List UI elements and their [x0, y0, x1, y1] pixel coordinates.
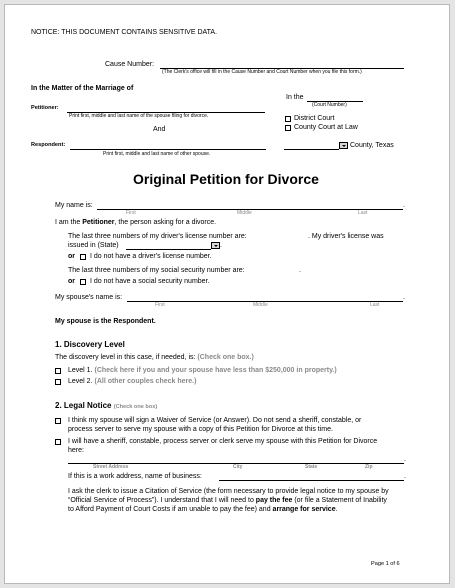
discovery-intro: The discovery level in this case, if needed, is: (Check one box.) — [55, 354, 254, 361]
waiver-text-1: I think my spouse will sign a Waiver of Service (or Answer). Do not send a sheriff, constable, or — [68, 417, 362, 424]
zip-hint: Zip — [365, 464, 373, 470]
respondent-statement: My spouse is the Respondent. — [55, 318, 156, 325]
waiver-text-2: process server to serve my spouse with a copy of this Petition for Divorce at this time. — [68, 426, 333, 433]
level2-checkbox[interactable] — [55, 379, 61, 385]
first-name-hint: First — [126, 210, 136, 216]
level1-label: Level 1. (Check here if you and your spouse have less than $250,000 in property.) — [68, 367, 337, 374]
ssn-period: . — [299, 267, 301, 274]
county-dropdown-icon[interactable] — [339, 142, 348, 149]
respondent-name-field[interactable] — [70, 149, 266, 150]
serve-text-1: I will have a sheriff, constable, process server or clerk serve my spouse with this Petition for Divorce — [68, 438, 378, 445]
state-hint: State — [305, 464, 318, 470]
in-the-label: In the — [286, 94, 304, 101]
sensitive-notice: NOTICE: THIS DOCUMENT CONTAINS SENSITIVE DATA. — [31, 29, 218, 36]
no-ssn-checkbox[interactable] — [80, 279, 86, 285]
discovery-heading: 1. Discovery Level — [55, 340, 125, 349]
county-field[interactable] — [284, 149, 339, 150]
my-name-period: . — [403, 202, 405, 209]
spouse-first-hint: First — [155, 302, 165, 308]
spouse-name-period: . — [403, 294, 405, 301]
cause-number-hint: (The Clerk's office will fill in the Cause Number and Court Number when you file this form.) — [162, 69, 362, 75]
level2-label: Level 2. (All other couples check here.) — [68, 378, 197, 385]
county-court-checkbox[interactable] — [285, 125, 291, 131]
cause-number-label: Cause Number: — [105, 61, 155, 68]
license-text-2: . My driver's license was — [308, 233, 384, 240]
citation-text-1: I ask the clerk to issue a Citation of Service (the form necessary to provide legal notice to my spouse by — [68, 488, 389, 495]
business-period: . — [404, 473, 406, 480]
state-dropdown-icon[interactable] — [211, 242, 220, 249]
petitioner-hint: Print first, middle and last name of the spouse filing for divorce. — [69, 113, 209, 119]
legal-notice-heading: 2. Legal Notice (Check one box) — [55, 401, 158, 410]
spouse-last-hint: Last — [370, 302, 380, 308]
district-court-label: District Court — [294, 115, 335, 122]
respondent-label: Respondent: — [31, 142, 66, 148]
matter-heading: In the Matter of the Marriage of — [31, 85, 134, 92]
business-name-field[interactable] — [219, 480, 404, 481]
citation-text-2: “Official Service of Process”). I understand that I will need to pay the fee (or file a Statement of Inability — [68, 497, 387, 504]
work-address-label: If this is a work address, name of business: — [68, 473, 202, 480]
serve-checkbox[interactable] — [55, 439, 61, 445]
or-label: or — [68, 253, 75, 260]
spouse-middle-hint: Middle — [253, 302, 268, 308]
no-license-label: I do not have a driver's license number. — [90, 253, 212, 260]
petition-title: Original Petition for Divorce — [133, 171, 319, 187]
document-page — [4, 4, 450, 584]
city-hint: City — [233, 464, 243, 470]
level1-checkbox[interactable] — [55, 368, 61, 374]
page-number: Page 1 of 6 — [371, 561, 400, 567]
county-texas-label: County, Texas — [350, 142, 394, 149]
petitioner-label: Petitioner: — [31, 105, 59, 111]
district-court-checkbox[interactable] — [285, 116, 291, 122]
waiver-checkbox[interactable] — [55, 418, 61, 424]
license-state-field[interactable] — [126, 249, 211, 250]
serve-text-2: here: — [68, 447, 84, 454]
my-name-label: My name is: — [55, 202, 93, 209]
issued-in-label: issued in (State) — [68, 242, 119, 249]
ssn-text: The last three numbers of my social security number are: — [68, 267, 245, 274]
county-court-label: County Court at Law — [294, 124, 358, 131]
court-number-hint: (Court Number) — [312, 102, 347, 108]
and-label: And — [153, 126, 166, 133]
spouse-name-label: My spouse's name is: — [55, 294, 123, 301]
middle-name-hint: Middle — [237, 210, 252, 216]
no-ssn-label: I do not have a social security number. — [90, 278, 210, 285]
no-license-checkbox[interactable] — [80, 254, 86, 260]
respondent-hint: Print first, middle and last name of other spouse. — [103, 151, 211, 157]
petitioner-statement: I am the Petitioner, the person asking for a divorce. — [55, 219, 217, 226]
license-text: The last three numbers of my driver's license number are: — [68, 233, 247, 240]
street-hint: Street Address — [93, 464, 129, 470]
citation-text-3: to Afford Payment of Court Costs if am unable to pay the fee) and arrange for service. — [68, 506, 338, 513]
or-label-2: or — [68, 278, 75, 285]
address-period: . — [404, 456, 406, 463]
issued-period: . — [220, 242, 222, 249]
last-name-hint: Last — [358, 210, 368, 216]
